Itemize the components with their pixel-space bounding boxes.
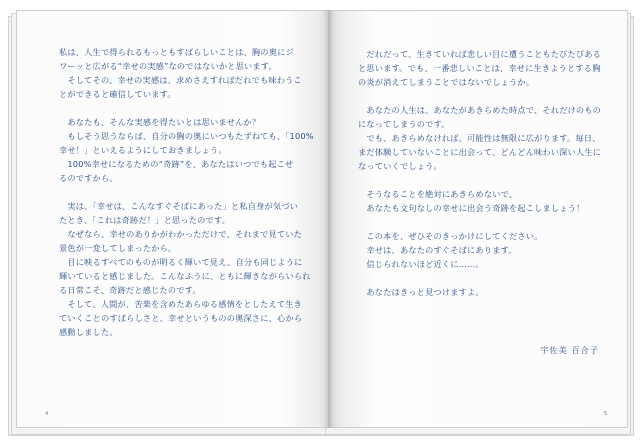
right-page-body <box>358 47 606 299</box>
text-line: 私は、人生で得られるもっともすばらしいことは、胸の奥にジ <box>59 47 294 57</box>
paragraph-gap <box>59 101 309 115</box>
paragraph-gap <box>358 173 606 187</box>
text-line: そしてその、幸せの実感は、求めさえすればだれでも味わうこ <box>59 75 302 85</box>
paragraph-gap <box>358 215 606 229</box>
text-line: るのですから。 <box>59 173 118 183</box>
text-line: もしそう思うならば、自分の胸の奥にいつもたずねても、「100% <box>59 131 314 141</box>
open-book <box>8 10 634 438</box>
text-line: 輝いていると感じました。こんなふうに、ともに輝きながらいられ <box>59 271 311 281</box>
right-page <box>329 10 628 428</box>
text-line: 感動しました。 <box>59 327 118 337</box>
paragraph-gap <box>59 185 309 199</box>
text-line: でも、あきらめなければ、可能性は無限に広がります。毎日、 <box>358 133 601 143</box>
text-line: たとき、「これは奇跡だ！」と思ったのです。 <box>59 215 231 225</box>
text-line: る日常こそ、奇跡だと感じたのです。 <box>59 285 201 295</box>
text-line: なっていくでしょう。 <box>358 161 442 171</box>
text-line: ワーッと広がる“幸せの実感”なのではないかと思います。 <box>59 61 277 71</box>
text-line: この本を、ぜひそのきっかけにしてください。 <box>358 231 543 241</box>
text-line: だれだって、生きていれば悲しい目に遭うこともたびたびある <box>358 49 602 59</box>
text-line: あなたはきっと見つけますよ。 <box>358 287 484 297</box>
right-page-number: 5 <box>603 411 607 417</box>
text-line: そうなることを絶対にあきらめないで、 <box>358 189 518 199</box>
text-line: あなたも、そんな実感を得たいとは思いませんか？ <box>59 117 261 127</box>
text-line: そして、人間が、苦楽を含めたあらゆる感情をとしたえて生き <box>59 299 303 309</box>
left-page-number: 4 <box>45 411 49 417</box>
text-line: 目に映るすべてのものが明るく輝いて見え、自分も同じように <box>59 257 303 267</box>
text-line: になってしまうのです。 <box>358 119 450 129</box>
book-gutter <box>324 10 334 428</box>
author-signature: 宇佐美 百合子 <box>540 345 599 355</box>
text-line: 信じられないほど近くに……。 <box>358 259 484 269</box>
left-page <box>16 10 329 428</box>
text-line: あなたの人生は、あなたがあきらめた時点で、それだけのもの <box>358 105 602 115</box>
text-line: ていくことのすばらしさと、幸せというものの奥深さに、心から <box>59 313 303 323</box>
text-line: 100%幸せになるための“奇跡”を、あなたはいつでも起こせ <box>59 159 294 169</box>
paragraph-gap <box>358 89 606 103</box>
text-line: とができると確信しています。 <box>59 89 176 99</box>
paragraph-gap <box>358 271 606 285</box>
text-line: の炎が消えてしまうことではないでしょうか。 <box>358 77 535 87</box>
left-page-body <box>59 45 314 339</box>
text-line: なぜなら、幸せのありかがわかっただけで、それまで見ていた <box>59 229 303 239</box>
text-line: 景色が一変してしまったから。 <box>59 243 177 253</box>
text-line: 幸せは、あなたのすぐそばにあります。 <box>358 245 517 255</box>
text-line: 実は、「幸せは、こんなすぐそばにあった」と私自身が気づい <box>59 201 299 211</box>
text-line: あなたも文句なしの幸せに出会う奇跡を起こしましょう！ <box>358 203 585 213</box>
text-line: 幸せ！」といえるようにしておきましょう。 <box>59 145 227 155</box>
text-line: まだ体験していないことに出会って、どんどん味わい深い人生に <box>358 147 602 157</box>
text-line: と思います。でも、一番悲しいことは、幸せに生きようとする胸 <box>358 63 601 73</box>
